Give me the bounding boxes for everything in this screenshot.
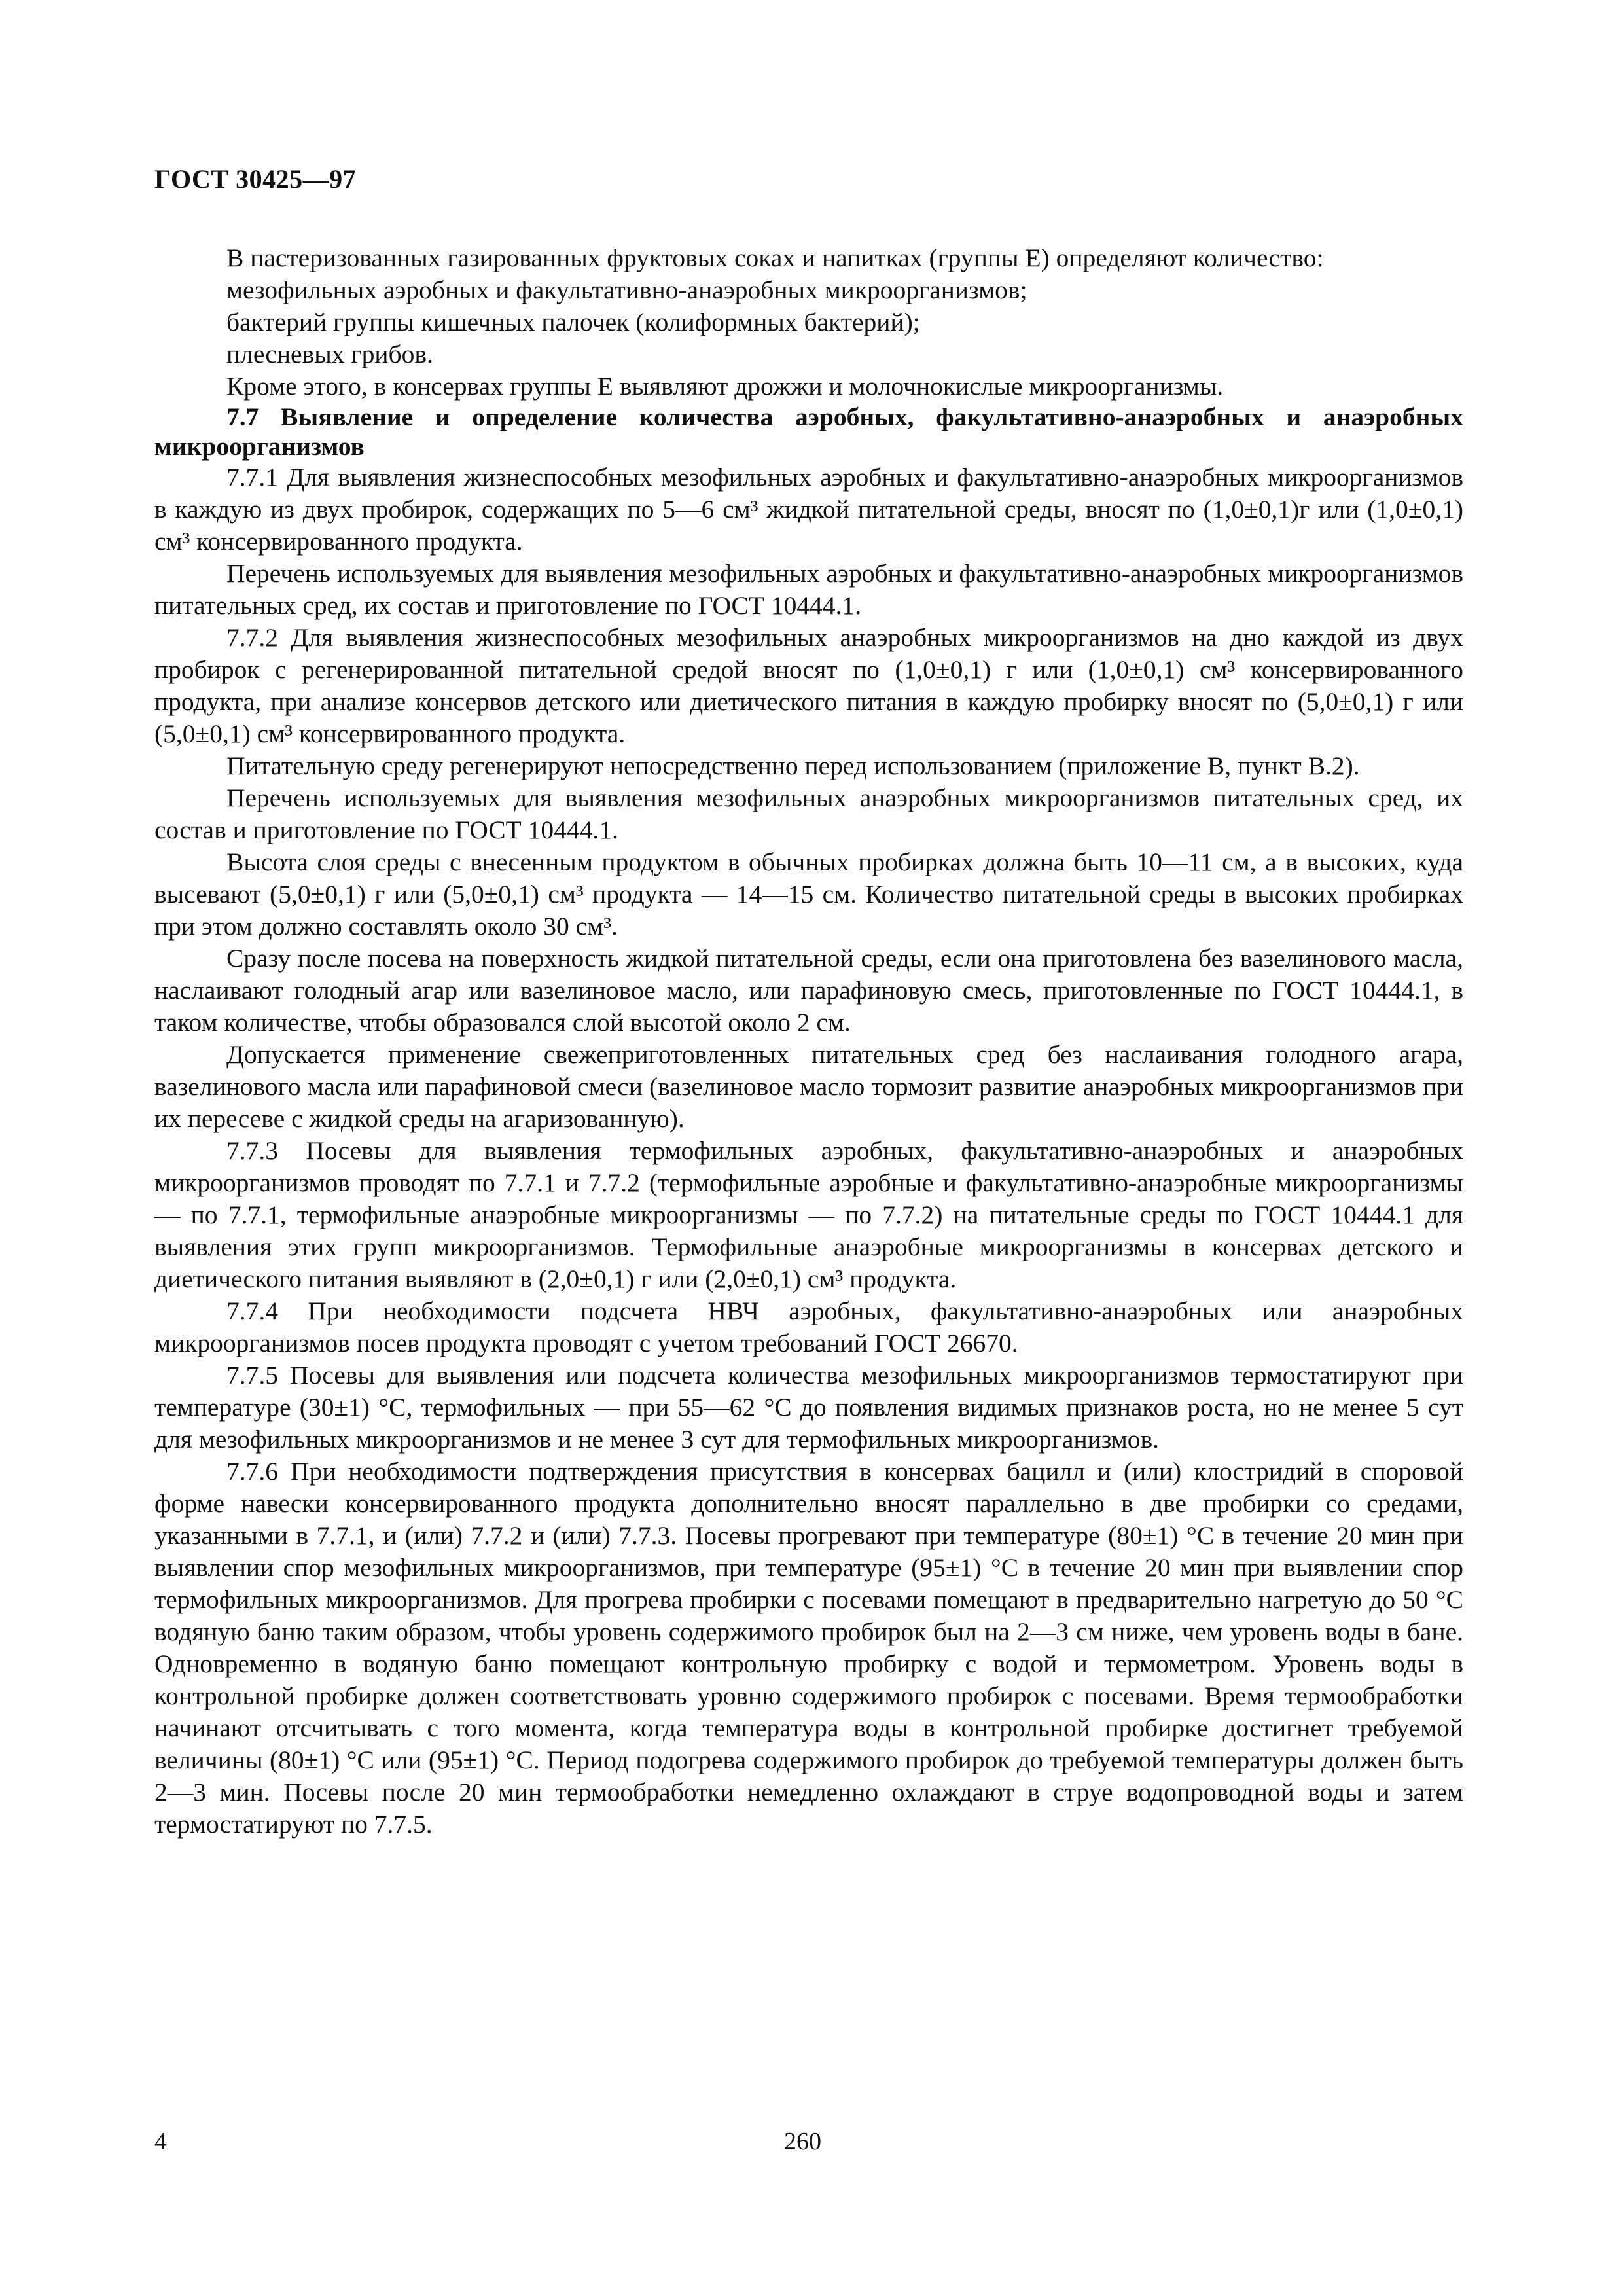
list-item: мезофильных аэробных и факультативно-анаэробных микроорганизмов; — [226, 276, 1027, 304]
paragraph: Перечень используемых для выявления мезофильных анаэробных микроорганизмов питательных сред, их состав и приготовление по ГОСТ 10444.1. — [154, 783, 1463, 844]
paragraph: Допускается применение свежеприготовленных питательных сред без наслаивания голодного агара, вазелинового масла или парафиновой смеси (вазелиновое масло тормозит развитие анаэробных микроорганизмов при их пересеве с жидкой среды на агаризованную). — [154, 1040, 1463, 1133]
document-body — [154, 242, 1463, 1840]
paragraph: Высота слоя среды с внесенным продуктом в обычных пробирках должна быть 10—11 см, а в высоких, куда высевают (5,0±0,1) г или (5,0±0,1) см³ продукта — 14—15 см. Количество питательной среды в высоких пробирках при этом должно составлять около 30 см³. — [154, 848, 1463, 941]
page-number-left: 4 — [154, 2128, 167, 2155]
list-item: плесневых грибов. — [226, 340, 433, 368]
paragraph: 7.7.2 Для выявления жизнеспособных мезофильных анаэробных микроорганизмов на дно каждой из двух пробирок с регенерированной питательной средой вносят по (1,0±0,1) г или (1,0±0,1) см³ консервированного продукта, при анализе консервов детского или диетического питания в каждую пробирку вносят по (5,0±0,1) г или (5,0±0,1) см³ консервированного продукта. — [154, 623, 1463, 748]
paragraph: Перечень используемых для выявления мезофильных аэробных и факультативно-анаэробных микроорганизмов питательных сред, их состав и приготовление по ГОСТ 10444.1. — [154, 559, 1463, 620]
paragraph: 7.7.6 При необходимости подтверждения присутствия в консервах бацилл и (или) клостридий в споровой форме навески консервированного продукта дополнительно вносят параллельно в две пробирки со средами, указанными в 7.7.1, и (или) 7.7.2 и (или) 7.7.3. Посевы прогревают при температуре (80±1) °С в течение 20 мин при выявлении спор мезофильных микроорганизмов, при температуре (95±1) °С в течение 20 мин при выявлении спор термофильных микроорганизмов. Для прогрева пробирки с посевами помещают в предварительно нагретую до 50 °С водяную баню таким образом, чтобы уровень содержимого пробирок был на 2—3 см ниже, чем уровень воды в бане. Одновременно в водяную баню помещают контрольную пробирку с водой и термометром. Уровень воды в контрольной пробирке должен соответствовать уровню содержимого пробирок с посевами. Время термообработки начинают отсчитывать с того момента, когда температура воды в контрольной пробирке достигнет требуемой величины (80±1) °С или (95±1) °С. Период подогрева содержимого пробирок до требуемой температуры должен быть 2—3 мин. Посевы после 20 мин термообработки немедленно охлаждают в струе водопроводной воды и затем термостатируют по 7.7.5. — [154, 1457, 1463, 1839]
paragraph: Сразу после посева на поверхность жидкой питательной среды, если она приготовлена без вазелинового масла, наслаивают голодный агар или вазелиновое масло, или парафиновую смесь, приготовленные по ГОСТ 10444.1, в таком количестве, чтобы образовался слой высотой около 2 см. — [154, 944, 1463, 1037]
document-header: ГОСТ 30425—97 — [154, 164, 357, 194]
paragraph: Кроме этого, в консервах группы Е выявляют дрожжи и молочнокислые микроорганизмы. — [226, 372, 1224, 401]
paragraph: В пастеризованных газированных фруктовых соках и напитках (группы Е) определяют количество: — [226, 243, 1324, 272]
paragraph: Питательную среду регенерируют непосредственно перед использованием (приложение В, пункт В.2). — [226, 751, 1360, 780]
section-heading: 7.7 Выявление и определение количества аэробных, факультативно-анаэробных и анаэробных микроорганизмов — [154, 403, 1463, 461]
paragraph: 7.7.1 Для выявления жизнеспособных мезофильных аэробных и факультативно-анаэробных микроорганизмов в каждую из двух пробирок, содержащих по 5—6 см³ жидкой питательной среды, вносят по (1,0±0,1)г или (1,0±0,1) см³ консервированного продукта. — [154, 463, 1463, 556]
paragraph: 7.7.5 Посевы для выявления или подсчета количества мезофильных микроорганизмов термостатируют при температуре (30±1) °С, термофильных — при 55—62 °С до появления видимых признаков роста, но не менее 5 сут для мезофильных микроорганизмов и не менее 3 сут для термофильных микроорганизмов. — [154, 1361, 1463, 1454]
paragraph: 7.7.4 При необходимости подсчета НВЧ аэробных, факультативно-анаэробных или анаэробных микроорганизмов посев продукта проводят с учетом требований ГОСТ 26670. — [154, 1297, 1463, 1357]
page-number-center: 260 — [784, 2128, 821, 2155]
list-item: бактерий группы кишечных палочек (колиформных бактерий); — [226, 308, 920, 336]
paragraph: 7.7.3 Посевы для выявления термофильных аэробных, факультативно-анаэробных и анаэробных микроорганизмов проводят по 7.7.1 и 7.7.2 (термофильные аэробные и факультативно-анаэробные микроорганизмы — по 7.7.1, термофильные анаэробные микроорганизмы — по 7.7.2) на питательные среды по ГОСТ 10444.1 для выявления этих групп микроорганизмов. Термофильные анаэробные микроорганизмы в консервах детского и диетического питания выявляют в (2,0±0,1) г или (2,0±0,1) см³ продукта. — [154, 1136, 1463, 1293]
